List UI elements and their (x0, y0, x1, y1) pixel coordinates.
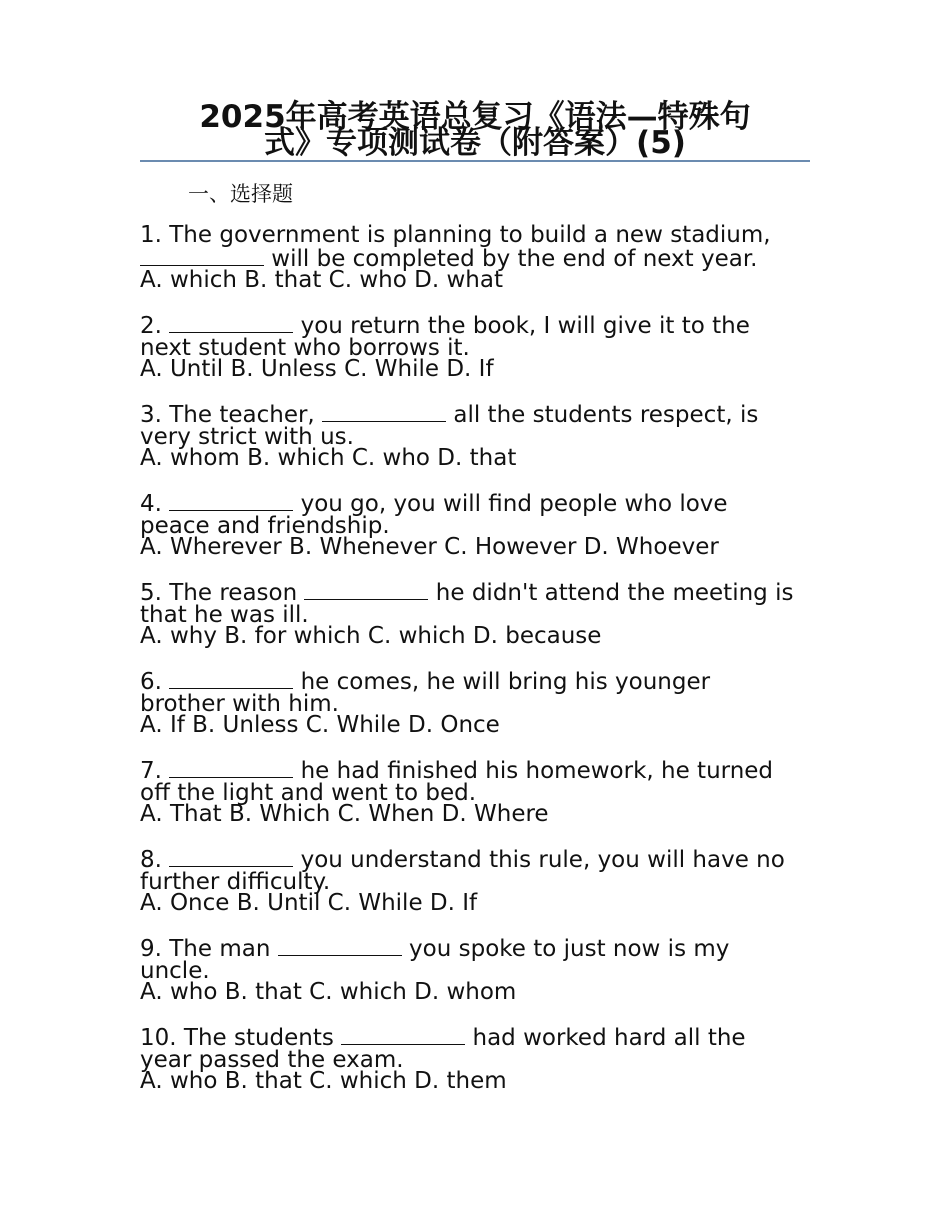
question-5 (140, 581, 810, 648)
question-5-stem-line2: that he was ill. (140, 601, 309, 628)
answer-blank (140, 247, 264, 266)
answer-blank (169, 848, 293, 867)
title-divider (140, 160, 810, 162)
question-1-stem-line1: 1. The government is planning to build a new stadium, (140, 222, 771, 248)
section-heading: 一、选择题 (188, 182, 293, 206)
question-2-stem-line2: next student who borrows it. (140, 334, 470, 361)
question-2-options: A. Until B. Unless C. While D. If (140, 356, 494, 382)
title-line-1: 2025年高考英语总复习《语法—特殊句 (199, 99, 751, 135)
answer-blank (322, 403, 446, 422)
answer-blank (278, 937, 402, 956)
question-7-stem-line2: off the light and went to bed. (140, 779, 477, 806)
document-title (140, 99, 810, 161)
question-10-stem-line1: 10. The students had worked hard all the (140, 1025, 746, 1051)
question-6-stem-line2: brother with him. (140, 690, 339, 717)
question-8-options: A. Once B. Until C. While D. If (140, 890, 478, 916)
answer-blank (341, 1026, 465, 1045)
question-9 (140, 937, 810, 1004)
question-2-stem-line1: 2. you return the book, I will give it to the (140, 313, 750, 339)
question-3-options: A. whom B. which C. who D. that (140, 445, 517, 471)
question-5-stem-line1: 5. The reason he didn't attend the meeting is (140, 580, 794, 606)
question-10-options: A. who B. that C. which D. them (140, 1068, 507, 1094)
question-4 (140, 492, 810, 559)
question-4-stem-line2: peace and friendship. (140, 512, 390, 539)
question-8-stem-line1: 8. you understand this rule, you will have no (140, 847, 785, 873)
question-list (140, 222, 810, 1115)
question-10 (140, 1026, 810, 1093)
question-1-options: A. which B. that C. who D. what (140, 267, 503, 293)
title-line-2: 式》专项测试卷（附答案）(5) (264, 125, 686, 161)
answer-blank (169, 492, 293, 511)
question-1 (140, 222, 810, 293)
question-4-options: A. Wherever B. Whenever C. However D. Whoever (140, 534, 719, 560)
question-7-stem-line1: 7. he had finished his homework, he turned (140, 758, 774, 784)
question-6-stem-line1: 6. he comes, he will bring his younger (140, 669, 711, 695)
question-3-stem-line1: 3. The teacher, all the students respect, is (140, 402, 759, 428)
question-7-options: A. That B. Which C. When D. Where (140, 801, 549, 827)
question-9-stem-line2: uncle. (140, 957, 210, 984)
question-6 (140, 670, 810, 737)
question-3-stem-line2: very strict with us. (140, 423, 354, 450)
question-7 (140, 759, 810, 826)
question-2 (140, 314, 810, 381)
question-4-stem-line1: 4. you go, you will find people who love (140, 491, 728, 517)
question-10-stem-line2: year passed the exam. (140, 1046, 404, 1073)
question-9-stem-line1: 9. The man you spoke to just now is my (140, 936, 730, 962)
answer-blank (304, 581, 428, 600)
question-6-options: A. If B. Unless C. While D. Once (140, 712, 500, 738)
answer-blank (169, 670, 293, 689)
question-9-options: A. who B. that C. which D. whom (140, 979, 517, 1005)
answer-blank (169, 759, 293, 778)
question-1-stem-line2: will be completed by the end of next year. (140, 247, 810, 271)
question-3 (140, 403, 810, 470)
question-5-options: A. why B. for which C. which D. because (140, 623, 602, 649)
question-8 (140, 848, 810, 915)
question-8-stem-line2: further difficulty. (140, 868, 331, 895)
answer-blank (169, 314, 293, 333)
